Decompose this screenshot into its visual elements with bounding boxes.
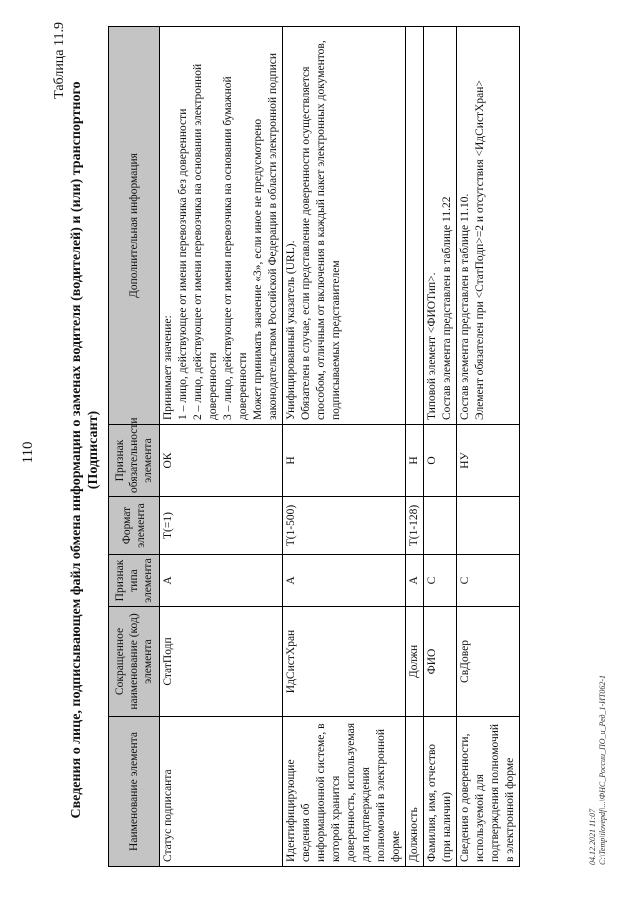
element-info-cell xyxy=(457,27,520,425)
stamp-line: С:\Temp\ilovepdf\...\ФНС_России_ПО_и_Ред_1-ИТ062-1 xyxy=(598,674,607,865)
table-row xyxy=(160,27,283,867)
element-name-cell: Сведения о доверенности, используемой для подтверждения полномочий в электронной форме xyxy=(457,717,520,867)
element-info-cell xyxy=(406,27,424,425)
element-type-cell: А xyxy=(160,555,283,607)
element-required-cell: НУ xyxy=(457,425,520,497)
info-line: Принимает значение: xyxy=(162,315,174,420)
element-info-cell xyxy=(160,27,283,425)
info-line: Типовой элемент <ФИОТип>. xyxy=(426,272,438,420)
element-required-cell: Н xyxy=(406,425,424,497)
element-code-cell: ФИО xyxy=(424,607,457,717)
element-format-cell xyxy=(424,497,457,555)
table-row xyxy=(424,27,457,867)
element-name-cell: Должность xyxy=(406,717,424,867)
info-line: Может принимать значение «3», если иное не предусмотрено законодательством Российской Федерации в области электронной подписи xyxy=(252,52,279,420)
element-info-cell xyxy=(283,27,406,425)
table-row xyxy=(406,27,424,867)
element-required-cell: ОК xyxy=(160,425,283,497)
table-label: Таблица 11.9 xyxy=(52,22,67,99)
page-number: 110 xyxy=(20,441,36,464)
element-info-cell xyxy=(424,27,457,425)
header-cell: Сокращенное наименование (код) элемента xyxy=(109,607,160,717)
element-required-cell: Н xyxy=(283,425,406,497)
element-type-cell: А xyxy=(406,555,424,607)
header-cell: Дополнительная информация xyxy=(109,27,160,425)
stamp-line: 04.12.2021 11:07 xyxy=(588,808,597,865)
header-cell: Признак обязательности элемента xyxy=(109,425,160,497)
info-line: Состав элемента представлен в таблице 11.22 xyxy=(441,196,453,420)
table-row xyxy=(283,27,406,867)
element-type-cell: А xyxy=(283,555,406,607)
info-line: 3 – лицо, действующее от имени перевозчика на основании бумажной доверенности xyxy=(222,76,249,420)
info-line: 1 – лицо, действующее от имени перевозчика без доверенности xyxy=(177,108,189,420)
element-name-cell: Фамилия, имя, отчество (при наличии) xyxy=(424,717,457,867)
element-code-cell: Должн xyxy=(406,607,424,717)
element-required-cell: О xyxy=(424,425,457,497)
element-name-cell: Идентифицирующие сведения об информационной системе, в которой хранится доверенность, используемая для подтверждения полномочий в электронной форме xyxy=(283,717,406,867)
element-code-cell: СтатПодп xyxy=(160,607,283,717)
table-row xyxy=(457,27,520,867)
element-format-cell: Т(=1) xyxy=(160,497,283,555)
header-cell: Формат элемента xyxy=(109,497,160,555)
print-stamp xyxy=(588,675,608,865)
info-line: Унифицированный указатель (URL). xyxy=(285,240,297,420)
element-format-cell: Т(1-128) xyxy=(406,497,424,555)
info-line: Элемент обязателен при <СтатПодп>=2 и отсутствия <ИдСистХран> xyxy=(474,80,486,420)
element-code-cell: ИдСистХран xyxy=(283,607,406,717)
element-name-cell: Статус подписанта xyxy=(160,717,283,867)
table-header-row xyxy=(109,27,160,867)
header-cell: Наименование элемента xyxy=(109,717,160,867)
info-line: Обязателен в случае, если представление доверенности осуществляется способом, отличным от включения в каждый пакет электронных документов, подписываемых представителем xyxy=(300,40,342,420)
table-title: Сведения о лице, подписывающем файл обмена информации о заменах водителя (водителей) и (или) транспортного (Подписант) xyxy=(69,81,101,819)
element-type-cell: С xyxy=(424,555,457,607)
elements-table xyxy=(108,26,520,867)
info-line: 2 – лицо, действующее от имени перевозчика на основании электронной доверенности xyxy=(192,63,219,420)
element-format-cell: Т(1-500) xyxy=(283,497,406,555)
info-line: Состав элемента представлен в таблице 11.10. xyxy=(459,193,471,420)
element-type-cell: С xyxy=(457,555,520,607)
element-format-cell xyxy=(457,497,520,555)
header-cell: Признак типа элемента xyxy=(109,555,160,607)
element-code-cell: СвДовер xyxy=(457,607,520,717)
